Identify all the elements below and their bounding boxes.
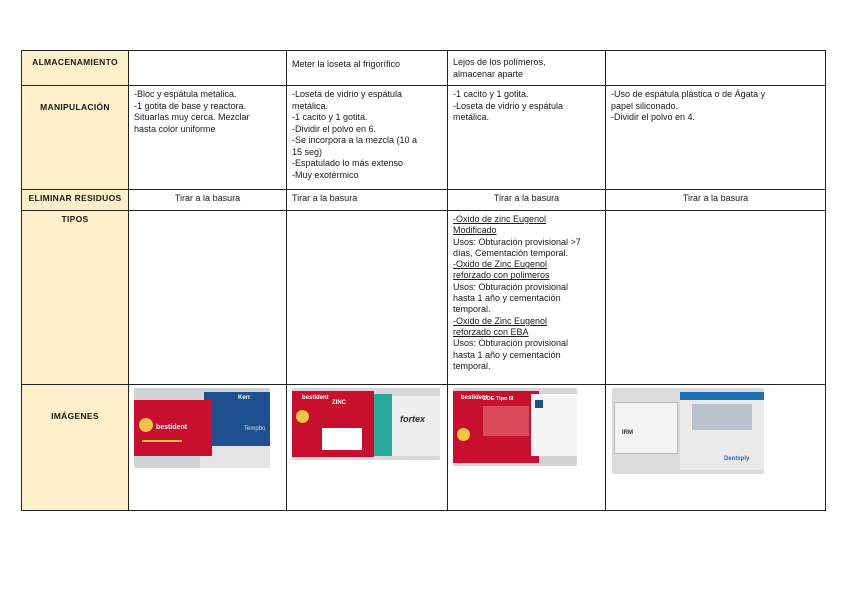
cell-imagenes-1 (129, 385, 287, 511)
box-sublabel: Tempbo (244, 426, 266, 432)
cell-imagenes-4 (606, 385, 826, 511)
cell-almacenamiento-3 (448, 51, 606, 86)
cell-eliminar-1: Tirar a la basura (129, 190, 287, 211)
product-photo-1 (134, 388, 270, 468)
cell-manipulacion-1 (129, 86, 287, 190)
text-line: -Uso de espátula plástica o de Ágata y (611, 89, 766, 99)
box-label: ZOE Tipo III (483, 396, 514, 402)
type-usage: Usos: Obturación provisional (453, 338, 569, 349)
type-usage: Usos: Obturación provisional >7 (453, 236, 581, 247)
cell-tipos-4 (606, 211, 826, 385)
text-line: 15 seg) (292, 146, 323, 157)
brand-label: bestident (461, 395, 488, 401)
text-line: metálica. (453, 112, 490, 122)
text-line: almacenar aparte (453, 68, 524, 79)
type-usage: temporal. (453, 360, 491, 371)
text-line: -Muy exotérmico (292, 169, 359, 180)
type-title: reforzado con EBA (453, 326, 529, 337)
cell-manipulacion-2 (287, 86, 448, 190)
cell-tipos-1 (129, 211, 287, 385)
text-line: papel siliconado. (611, 100, 679, 111)
product-photo-4 (612, 388, 764, 474)
text-line: -Bloc y espátula metálica. (134, 89, 237, 99)
cell-almacenamiento-2: Meter la loseta al frigorífico (287, 51, 448, 86)
text-line: -Loseta de vidrio y espátula (453, 100, 564, 111)
box-sublabel: IRM (622, 430, 633, 436)
row-label-almacenamiento: ALMACENAMIENTO (22, 51, 129, 86)
type-usage: temporal. (453, 304, 491, 315)
cell-eliminar-4: Tirar a la basura (606, 190, 826, 211)
row-imagenes (22, 385, 826, 511)
type-title: Modificado (453, 225, 497, 236)
comparison-table (21, 50, 826, 511)
product-photo-2 (292, 388, 440, 460)
text-line: -1 cacito y 1 gotita. (292, 112, 368, 122)
row-tipos (22, 211, 826, 385)
cell-tipos-3 (448, 211, 606, 385)
row-eliminar-residuos (22, 190, 826, 211)
cell-manipulacion-3 (448, 86, 606, 190)
box-sublabel: ZINC (332, 400, 346, 406)
box-label: Dentsply (724, 456, 750, 462)
cell-almacenamiento-1 (129, 51, 287, 86)
cell-imagenes-2 (287, 385, 448, 511)
type-usage: Usos: Obturación provisional (453, 281, 569, 292)
row-label-manipulacion: MANIPULACIÓN (22, 86, 129, 190)
text-line: -Dividir el polvo en 4. (611, 112, 696, 122)
text-line: -1 cacito y 1 gotita. (453, 89, 529, 99)
cell-eliminar-2: Tirar a la basura (287, 190, 448, 211)
type-usage: días, Cementación temporal. (453, 247, 569, 258)
box-label: Kerr (238, 395, 251, 401)
text-line: Situarlas muy cerca. Mezclar (134, 112, 250, 122)
text-line: -Dividir el polvo en 6. (292, 123, 377, 134)
type-title: -Oxido de zinc Eugenol (453, 214, 547, 224)
text-line: -Loseta de vidrio y espátula (292, 89, 403, 99)
type-title: -Oxido de Zinc Eugenol (453, 315, 548, 326)
box-label: fortex (400, 414, 426, 424)
text-line: -1 gotita de base y reactora. (134, 100, 247, 111)
text-line: Lejos de los polímeros, (453, 57, 546, 67)
text-line: -Espatulado lo más extenso (292, 158, 404, 168)
brand-label: bestident (156, 424, 188, 431)
row-label-eliminar: ELIMINAR RESIDUOS (22, 190, 129, 211)
cell-imagenes-3 (448, 385, 606, 511)
type-usage: hasta 1 año y cementación (453, 349, 561, 360)
text-line: hasta color uniforme (134, 123, 216, 134)
row-label-imagenes: IMÁGENES (22, 385, 129, 511)
row-manipulacion (22, 86, 826, 190)
row-label-tipos: TIPOS (22, 211, 129, 385)
text-line: metálica. (292, 100, 329, 111)
type-title: -Oxido de Zinc Eugenol (453, 259, 548, 270)
cell-eliminar-3: Tirar a la basura (448, 190, 606, 211)
cell-tipos-2 (287, 211, 448, 385)
brand-label: bestident (302, 395, 329, 401)
type-title: reforzado con polimeros (453, 270, 550, 281)
row-almacenamiento (22, 51, 826, 86)
cell-almacenamiento-4 (606, 51, 826, 86)
product-photo-3 (453, 388, 577, 466)
text-line: -Se incorpora a la mezcla (10 a (292, 135, 418, 145)
cell-manipulacion-4 (606, 86, 826, 190)
type-usage: hasta 1 año y cementación (453, 293, 561, 304)
